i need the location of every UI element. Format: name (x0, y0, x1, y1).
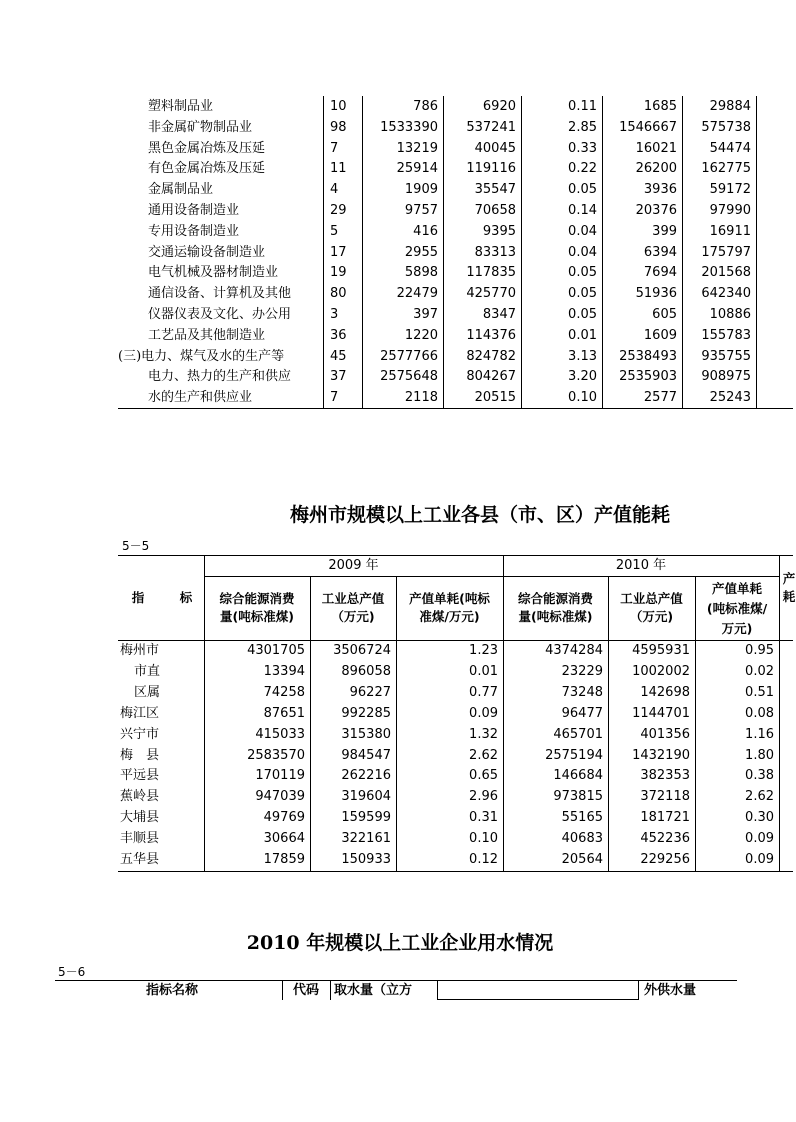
table-cell: 786 (413, 99, 438, 114)
region-label: 梅州市 (120, 643, 160, 658)
table-cell: 0.02 (745, 663, 774, 679)
table-top-rule (55, 980, 737, 981)
row-label: 专用设备制造业 (148, 223, 240, 239)
table-cell: 397 (413, 307, 438, 322)
table-cell: 16911 (709, 223, 751, 239)
table-cell: 36 (330, 327, 347, 343)
table-cell: 465701 (553, 726, 603, 742)
table-cell: 0.12 (469, 852, 498, 867)
region-label: 蕉岭县 (120, 789, 160, 805)
table-cell: 1546667 (619, 119, 677, 135)
table-cell: 0.05 (568, 265, 597, 281)
region-label: 丰顺县 (120, 831, 160, 847)
table-cell: 114376 (466, 327, 516, 343)
table-cell: 20515 (474, 390, 516, 406)
table-cell: 73248 (561, 684, 603, 700)
table-cell: 6920 (482, 99, 516, 114)
table-cell: 0.11 (568, 99, 597, 114)
table-cell: 55165 (561, 810, 603, 826)
table-cell: 1909 (404, 182, 438, 198)
table-cell: 2577 (643, 390, 677, 406)
table-cell: 10886 (709, 307, 751, 322)
table-cell: 425770 (466, 286, 516, 302)
table-cell: 319604 (341, 789, 391, 805)
unit-consumption-header: 万元) (721, 621, 753, 636)
table-cell: 992285 (341, 705, 391, 721)
table-cell: 947039 (255, 789, 305, 805)
energy-header: 综合能源消费 (219, 591, 295, 606)
table-cell: 804267 (466, 369, 516, 385)
row-label: 通信设备、计算机及其他 (148, 286, 292, 302)
table-cell: 1432190 (632, 747, 690, 763)
output-header: （万元) (629, 609, 674, 624)
table3-title: 2010 年规模以上工业企业用水情况 (246, 932, 554, 954)
table-cell: 40683 (561, 831, 603, 847)
table-cell: 0.95 (745, 643, 774, 658)
table-cell: 23229 (561, 663, 603, 679)
table-cell: 40045 (474, 140, 516, 156)
region-label: 五华县 (120, 852, 160, 867)
table-cell: 51936 (635, 286, 677, 302)
table-cell: 0.77 (469, 684, 498, 700)
table-cell: 984547 (341, 747, 391, 763)
table-cell: 2.62 (745, 789, 774, 805)
row-label: 有色金属冶炼及压延 (148, 161, 266, 177)
table-cell: 2575194 (545, 747, 603, 763)
table-cell: 150933 (341, 852, 391, 867)
row-label: 金属制品业 (148, 182, 214, 198)
row-label: 通用设备制造业 (148, 203, 240, 218)
table-cell: 0.65 (469, 768, 498, 784)
table-cell: 0.01 (469, 663, 498, 679)
col-divider (323, 96, 324, 408)
table-cell: 25914 (396, 161, 438, 177)
table-cell: 175797 (701, 244, 751, 260)
table-cell: 54474 (709, 140, 751, 156)
table-cell: 896058 (341, 663, 391, 679)
table-cell: 2.62 (469, 747, 498, 763)
table-cell: 3.20 (568, 369, 597, 385)
table-cell: 59172 (709, 182, 751, 198)
table3-number: 5－6 (58, 965, 86, 979)
table-cell: 80 (330, 286, 347, 302)
table-cell: 382353 (640, 768, 690, 784)
table-cell: 0.31 (469, 810, 498, 826)
table-cell: 170119 (255, 768, 305, 784)
table-cell: 1.32 (469, 726, 498, 742)
table-cell: 96477 (561, 705, 603, 721)
table-cell: 0.10 (469, 831, 498, 847)
row-label: 黑色金属冶炼及压延 (148, 140, 266, 156)
indicator-header: 指 (131, 590, 145, 605)
table-cell: 162775 (701, 161, 751, 177)
table-cell: 7 (330, 140, 339, 156)
table-cell: 0.04 (568, 223, 597, 239)
cut-off-header: 耗 (782, 589, 796, 604)
table-cell: 0.01 (568, 327, 597, 343)
row-label: 工艺品及其他制造业 (148, 327, 266, 343)
region-label: 市直 (134, 663, 161, 679)
table2-title: 梅州市规模以上工业各县（市、区）产值能耗 (289, 504, 670, 526)
energy-header: 量(吨标准煤) (518, 609, 593, 624)
indicator-header: 标 (179, 590, 193, 605)
output-header: 工业总产值 (620, 591, 683, 606)
table-cell: 0.05 (568, 307, 597, 322)
rule (204, 576, 779, 577)
table-cell: 25243 (709, 390, 751, 406)
table-cell: 2.96 (469, 789, 498, 805)
table-cell: 9395 (482, 223, 516, 239)
table-cell: 229256 (640, 852, 690, 867)
table-cell: 1.80 (745, 747, 774, 763)
table-cell: 399 (652, 223, 677, 239)
table-cell: 97990 (709, 203, 751, 218)
table-cell: 35547 (474, 182, 516, 198)
table-cell: 2535903 (619, 369, 677, 385)
table-cell: 262216 (341, 768, 391, 784)
table-cell: 146684 (553, 768, 603, 784)
table-cell: 2.85 (568, 119, 597, 135)
table-top-rule (118, 555, 793, 556)
table-cell: 2538493 (619, 348, 677, 364)
table-cell: 22479 (396, 286, 438, 302)
region-label: 平远县 (120, 768, 160, 784)
table-cell: 605 (652, 307, 677, 322)
row-label: 非金属矿物制品业 (148, 119, 253, 135)
table-cell: 201568 (701, 265, 751, 281)
table-cell: 4595931 (632, 643, 690, 658)
table-cell: 415033 (255, 726, 305, 742)
unit-consumption-header: 准煤/万元) (419, 609, 480, 624)
table-cell: 0.14 (568, 203, 597, 218)
table-cell: 20564 (561, 852, 603, 867)
table-cell: 29 (330, 203, 347, 218)
external-supply-header: 外供水量 (644, 983, 697, 998)
table-cell: 2583570 (247, 747, 305, 763)
table-cell: 824782 (466, 348, 516, 364)
table-cell: 416 (413, 223, 438, 239)
col-divider (756, 96, 757, 408)
table-cell: 45 (330, 348, 347, 364)
table-cell: 19 (330, 265, 347, 281)
region-label: 梅江区 (120, 705, 160, 721)
row-label: 水的生产和供应业 (148, 390, 253, 406)
table-cell: 119116 (466, 161, 516, 177)
water-intake-header: 取水量（立方 (334, 983, 413, 998)
table-cell: 3936 (643, 182, 677, 198)
table-cell: 13219 (396, 140, 438, 156)
sub-rule (437, 999, 638, 1000)
energy-header: 综合能源消费 (517, 591, 593, 606)
table-cell: 2955 (404, 244, 438, 260)
row-label: 交通运输设备制造业 (148, 244, 266, 260)
table-cell: 0.10 (568, 390, 597, 406)
cut-off-header: 产 (782, 571, 796, 586)
code-header: 代码 (292, 983, 319, 998)
table-cell: 1002002 (632, 663, 690, 679)
table-cell: 181721 (640, 810, 690, 826)
unit-consumption-header: (吨标准煤/ (706, 601, 768, 616)
table-cell: 26200 (635, 161, 677, 177)
year-2010-header: 2010 年 (615, 558, 667, 573)
table-cell: 452236 (640, 831, 690, 847)
table2-number: 5－5 (122, 539, 150, 553)
table-bottom-rule (118, 871, 793, 872)
table-cell: 1.16 (745, 726, 774, 742)
output-header: （万元) (331, 609, 375, 624)
table-cell: 96227 (349, 684, 391, 700)
row-label: 仪器仪表及文化、办公用 (148, 307, 292, 322)
table-cell: 973815 (553, 789, 603, 805)
table-cell: 11 (330, 161, 347, 177)
col-divider (779, 555, 780, 872)
table-cell: 642340 (701, 286, 751, 302)
table-cell: 13394 (263, 663, 305, 679)
table-cell: 17859 (263, 852, 305, 867)
table-cell: 1144701 (632, 705, 690, 721)
table-cell: 7 (330, 390, 339, 406)
table-cell: 30664 (263, 831, 305, 847)
col-divider (437, 980, 438, 1000)
table-cell: 0.33 (568, 140, 597, 156)
table-cell: 6394 (643, 244, 677, 260)
table-cell: 1685 (643, 99, 677, 114)
region-label: 区属 (134, 684, 161, 700)
table-cell: 0.22 (568, 161, 597, 177)
table-cell: 0.05 (568, 286, 597, 302)
region-label: 梅 县 (120, 747, 160, 763)
table-cell: 3 (330, 307, 339, 322)
col-divider (282, 980, 283, 1000)
table-cell: 87651 (263, 705, 305, 721)
col-divider (330, 980, 331, 1000)
table-cell: 2577766 (380, 348, 438, 364)
table-cell: 9757 (404, 203, 438, 218)
table-cell: 10 (330, 99, 347, 114)
table-cell: 0.09 (745, 852, 774, 867)
table-cell: 372118 (640, 789, 690, 805)
table-cell: 0.51 (745, 684, 774, 700)
table-cell: 20376 (635, 203, 677, 218)
table-cell: 0.30 (745, 810, 774, 826)
table-cell: 37 (330, 369, 347, 385)
table-cell: 0.38 (745, 768, 774, 784)
table-cell: 159599 (341, 810, 391, 826)
row-label: 塑料制品业 (148, 99, 214, 114)
region-label: 大埔县 (120, 810, 160, 826)
row-label: 电力、热力的生产和供应 (148, 369, 292, 385)
table-cell: 315380 (341, 726, 391, 742)
table-cell: 1.23 (469, 643, 498, 658)
table-cell: 8347 (482, 307, 516, 322)
table-cell: 70658 (474, 203, 516, 218)
table-cell: 16021 (635, 140, 677, 156)
table-cell: 17 (330, 244, 347, 260)
table-cell: 7694 (643, 265, 677, 281)
output-header: 工业总产值 (321, 591, 385, 606)
table-cell: 5 (330, 223, 339, 239)
table-cell: 1220 (404, 327, 438, 343)
table-cell: 3.13 (568, 348, 597, 364)
table-cell: 935755 (701, 348, 751, 364)
table-cell: 49769 (263, 810, 305, 826)
table-cell: 575738 (701, 119, 751, 135)
unit-consumption-header: 产值单耗 (711, 581, 762, 596)
region-label: 兴宁市 (120, 726, 160, 742)
table-cell: 117835 (466, 265, 516, 281)
table-cell: 0.08 (745, 705, 774, 721)
table-cell: 537241 (466, 119, 516, 135)
year-2009-header: 2009 年 (328, 558, 379, 573)
table-cell: 2118 (404, 390, 438, 406)
table-cell: 0.09 (469, 705, 498, 721)
table-cell: 908975 (701, 369, 751, 385)
table-cell: 74258 (263, 684, 305, 700)
table-cell: 1609 (643, 327, 677, 343)
table-cell: 0.09 (745, 831, 774, 847)
row-label: (三)电力、煤气及水的生产等 (118, 348, 285, 364)
table-cell: 0.04 (568, 244, 597, 260)
indicator-name-header: 指标名称 (145, 983, 198, 998)
table-cell: 98 (330, 119, 347, 135)
table-cell: 4374284 (545, 643, 603, 658)
table-cell: 401356 (640, 726, 690, 742)
table-cell: 142698 (640, 684, 690, 700)
row-label: 电气机械及器材制造业 (148, 265, 279, 281)
col-divider (638, 980, 639, 1000)
table-cell: 3506724 (333, 643, 391, 658)
table-cell: 83313 (474, 244, 516, 260)
table-cell: 4301705 (247, 643, 305, 658)
table-cell: 5898 (404, 265, 438, 281)
energy-header: 量(吨标准煤) (220, 609, 294, 624)
table-cell: 1533390 (380, 119, 438, 135)
table-cell: 155783 (701, 327, 751, 343)
table-cell: 4 (330, 182, 339, 198)
table-cell: 29884 (709, 99, 751, 114)
table-cell: 0.05 (568, 182, 597, 198)
table-cell: 322161 (341, 831, 391, 847)
unit-consumption-header: 产值单耗(吨标 (409, 591, 490, 606)
table-cell: 2575648 (380, 369, 438, 385)
